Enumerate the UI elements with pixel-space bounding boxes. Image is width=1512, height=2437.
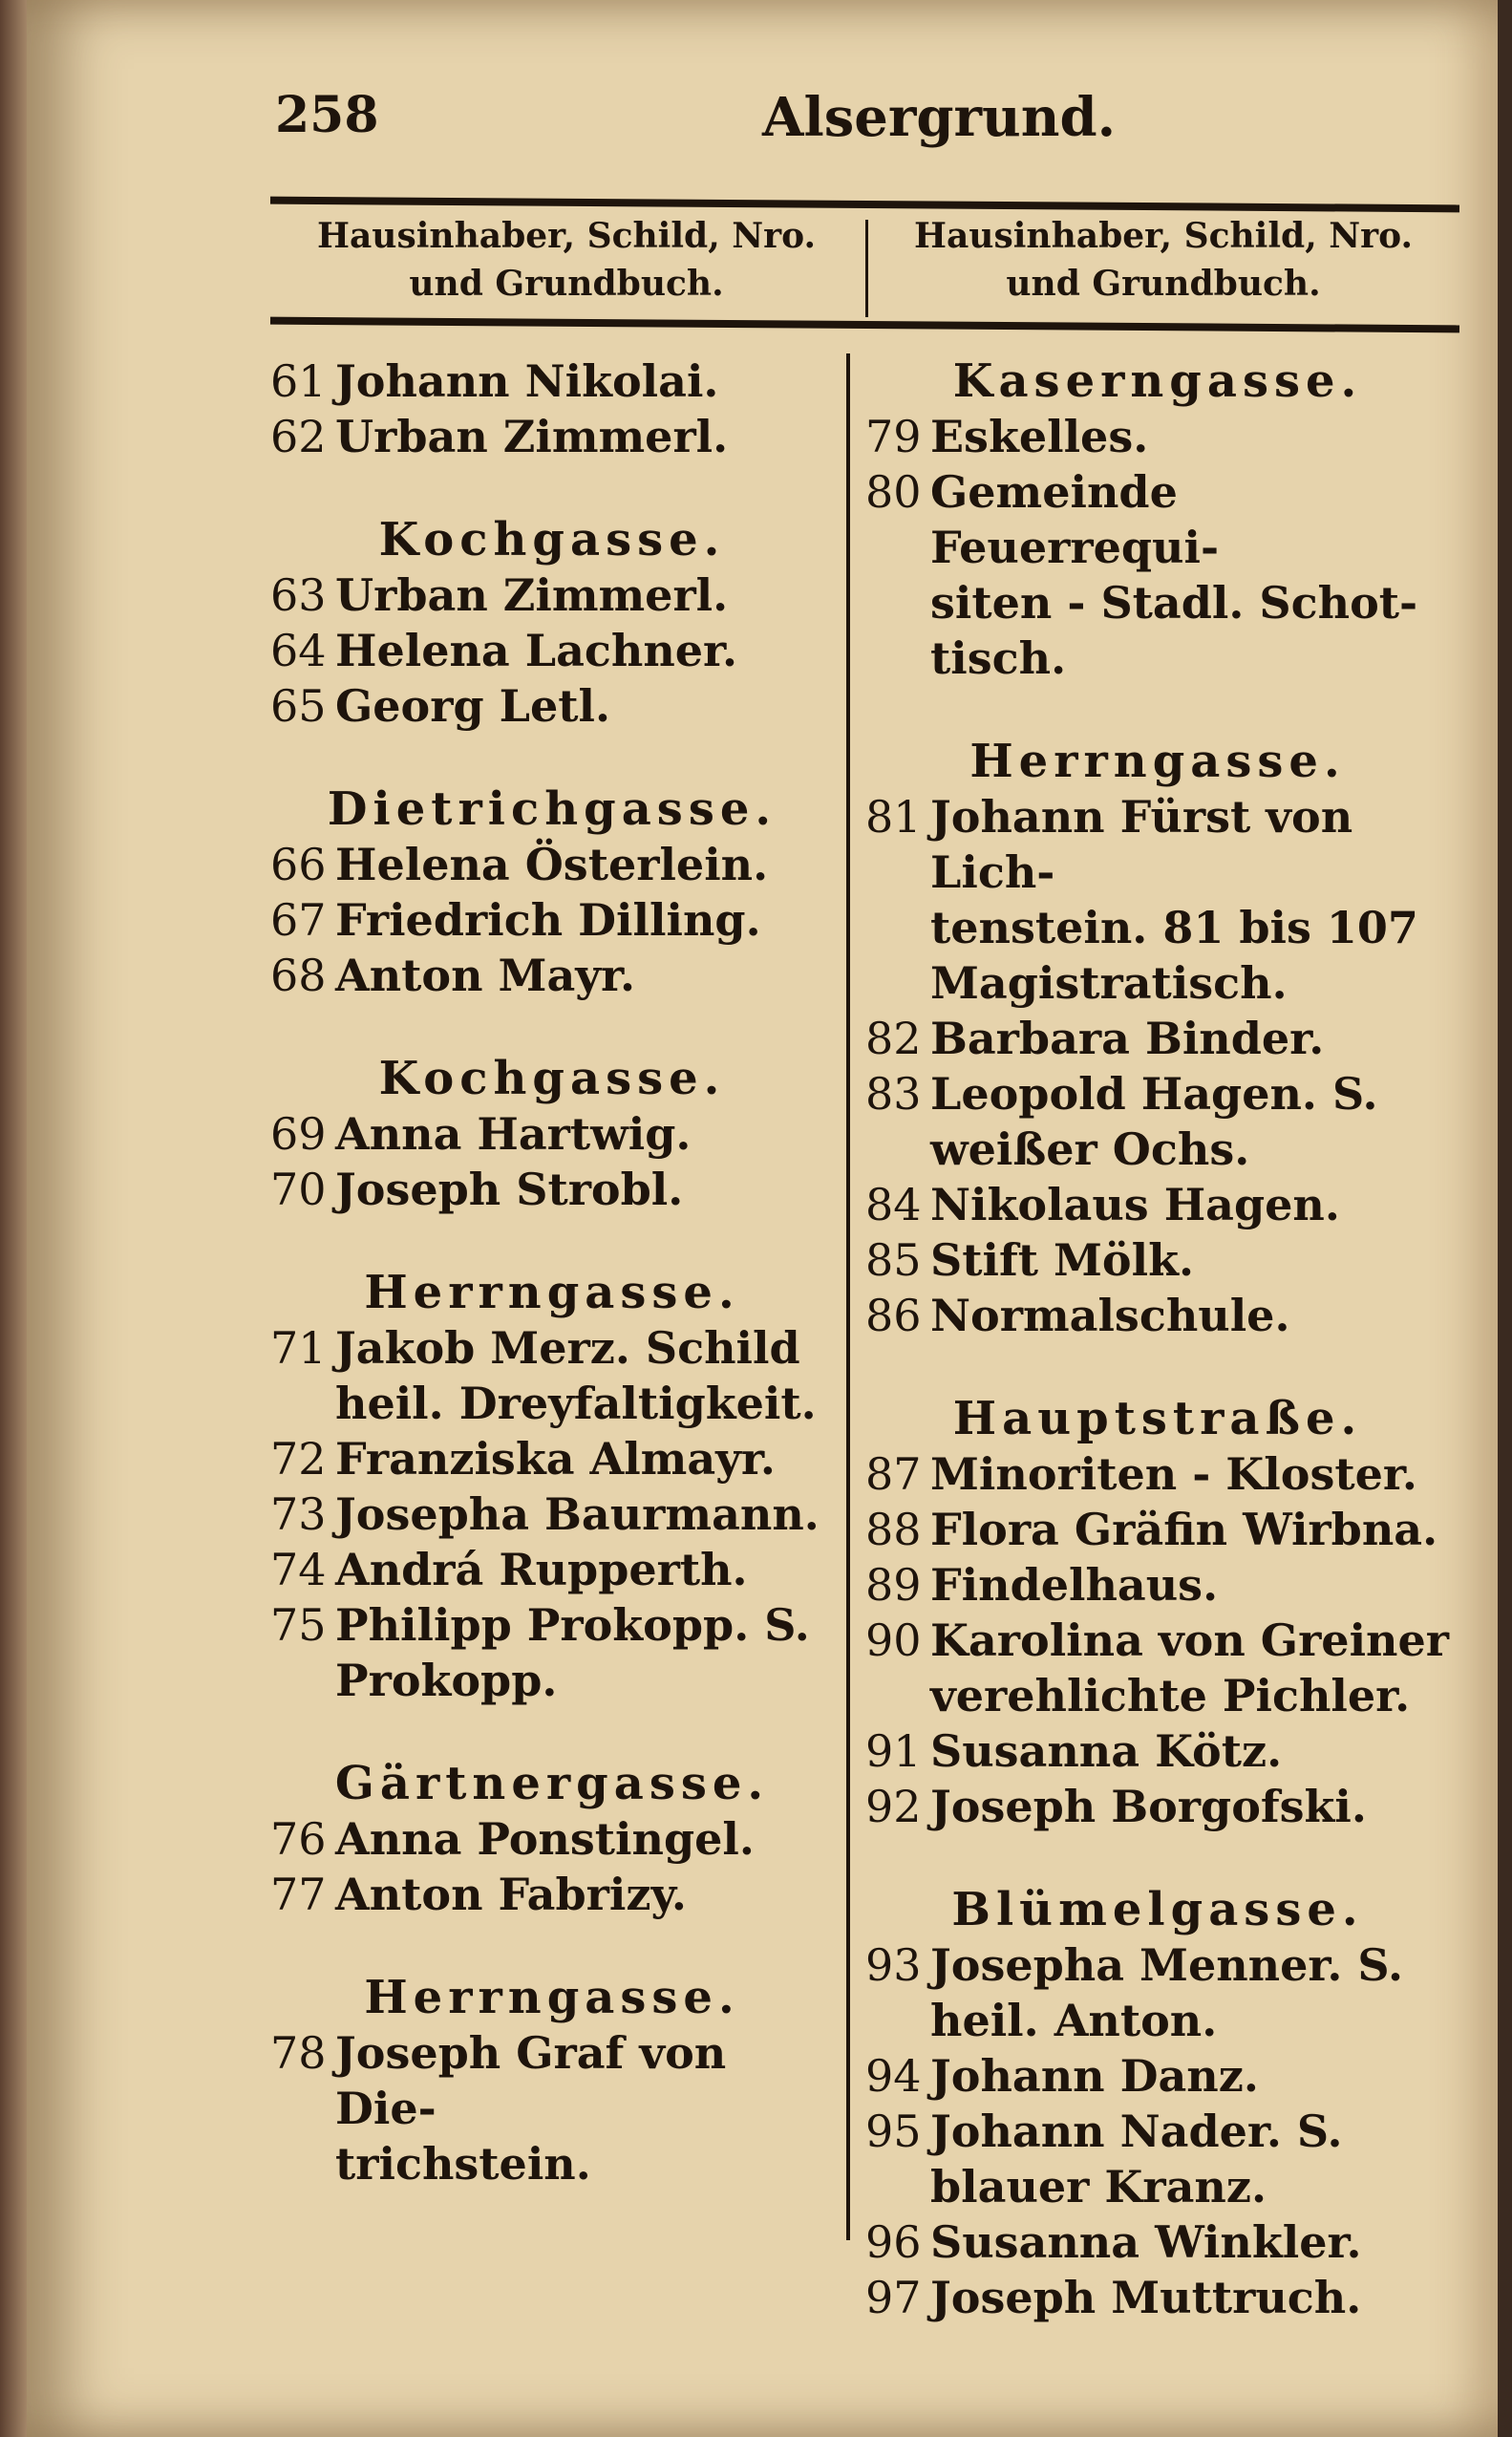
- entry-line: Friedrich Dilling.: [335, 894, 761, 946]
- house-owner-text: [930, 2270, 1450, 2325]
- page-header: [27, 86, 1498, 162]
- house-owner-text: [930, 1937, 1450, 2048]
- house-number: 95: [865, 2106, 922, 2157]
- house-number: 83: [865, 1068, 922, 1120]
- house-number: 72: [270, 1433, 327, 1485]
- house-entry: [865, 2270, 1450, 2325]
- house-entry: [865, 1723, 1450, 1779]
- house-entry: [865, 1066, 1450, 1177]
- entry-line: Philipp Prokopp. S.: [335, 1599, 810, 1651]
- entry-line: tisch.: [930, 632, 1067, 684]
- entry-line: Johann Nikolai.: [335, 355, 719, 407]
- header-rule-top: [270, 197, 1459, 213]
- house-number: 79: [865, 411, 922, 462]
- left-column: [270, 353, 834, 2191]
- house-number: 73: [270, 1488, 327, 1540]
- house-owner-text: [930, 2048, 1450, 2104]
- house-owner-text: [930, 1723, 1450, 1779]
- house-entry: [270, 567, 834, 623]
- entry-line: Findelhaus.: [930, 1559, 1219, 1611]
- house-entry: [270, 1597, 834, 1708]
- house-owner-text: [930, 1557, 1450, 1613]
- entry-line: Karolina von Greiner: [930, 1614, 1449, 1666]
- entry-line: tenstein. 81 bis 107: [930, 902, 1418, 953]
- entry-line: Helena Lachner.: [335, 625, 738, 676]
- entry-line: Johann Danz.: [930, 2050, 1259, 2102]
- house-entry: [270, 948, 834, 1003]
- entry-line: Joseph Graf von Die-: [335, 2027, 727, 2134]
- house-owner-text: [335, 1486, 834, 1542]
- entry-line: Normalschule.: [930, 1290, 1290, 1341]
- entry-line: Eskelles.: [930, 411, 1149, 462]
- column-header-left: [285, 212, 848, 317]
- section-gap: [270, 464, 834, 512]
- running-title: Alsergrund.: [762, 86, 1117, 149]
- street-heading: Blümelgasse.: [951, 1883, 1364, 1936]
- house-number: 78: [270, 2027, 327, 2079]
- entry-line: Prokopp.: [335, 1655, 558, 1706]
- house-entry: [270, 1431, 834, 1486]
- house-entry: [865, 1011, 1450, 1066]
- house-number: 70: [270, 1164, 327, 1215]
- book-page: [27, 0, 1498, 2437]
- section-gap: [865, 686, 1450, 734]
- house-number: 87: [865, 1448, 922, 1500]
- house-owner-text: [930, 2214, 1450, 2270]
- house-number: 81: [865, 791, 922, 843]
- house-entry: [865, 1557, 1450, 1613]
- entry-line: Susanna Kötz.: [930, 1725, 1283, 1777]
- entry-line: Magistratisch.: [930, 957, 1288, 1009]
- house-entry: [865, 1446, 1450, 1502]
- street-heading: Herrngasse.: [364, 1266, 740, 1319]
- entry-line: Minoriten - Kloster.: [930, 1448, 1417, 1500]
- house-owner-text: [335, 1542, 834, 1597]
- street-heading: Hauptstraße.: [952, 1392, 1363, 1445]
- house-entry: [270, 1162, 834, 1217]
- section-gap: [270, 1922, 834, 1970]
- entry-line: Susanna Winkler.: [930, 2216, 1362, 2268]
- house-owner-text: [930, 2104, 1450, 2214]
- house-owner-text: [335, 1597, 834, 1708]
- entry-line: Joseph Muttruch.: [930, 2272, 1362, 2323]
- entry-line: Josepha Baurmann.: [335, 1488, 820, 1540]
- column-divider: [846, 353, 850, 2240]
- house-owner-text: [930, 1779, 1450, 1834]
- entry-line: Anton Fabrizy.: [335, 1869, 687, 1920]
- entry-line: heil. Anton.: [930, 1995, 1218, 2046]
- house-owner-text: [930, 1446, 1450, 1502]
- column-header-left-line2: und Grundbuch.: [409, 264, 724, 304]
- house-owner-text: [930, 464, 1450, 686]
- section-gap: [865, 1343, 1450, 1391]
- entry-line: Anna Ponstingel.: [335, 1813, 755, 1865]
- house-owner-text: [335, 1162, 834, 1217]
- entry-line: trichstein.: [335, 2138, 591, 2190]
- house-number: 92: [865, 1781, 922, 1832]
- house-number: 89: [865, 1559, 922, 1611]
- house-number: 97: [865, 2272, 922, 2323]
- section-gap: [270, 1708, 834, 1756]
- house-owner-text: [930, 789, 1450, 1011]
- house-number: 91: [865, 1725, 922, 1777]
- section-gap: [270, 1217, 834, 1265]
- house-entry: [865, 1937, 1450, 2048]
- house-owner-text: [930, 1177, 1450, 1232]
- house-number: 76: [270, 1813, 327, 1865]
- house-owner-text: [335, 1320, 834, 1431]
- entry-line: Anton Mayr.: [335, 950, 636, 1001]
- right-column: [865, 353, 1450, 2325]
- entry-line: heil. Dreyfaltigkeit.: [335, 1378, 817, 1429]
- house-number: 61: [270, 355, 327, 407]
- house-number: 86: [865, 1290, 922, 1341]
- house-number: 67: [270, 894, 327, 946]
- house-entry: [865, 1502, 1450, 1557]
- entry-line: Stift Mölk.: [930, 1234, 1194, 1286]
- house-number: 88: [865, 1504, 922, 1555]
- house-entry: [270, 409, 834, 464]
- house-number: 74: [270, 1544, 327, 1595]
- house-entry: [865, 409, 1450, 464]
- house-number: 84: [865, 1179, 922, 1230]
- entry-line: Flora Gräfin Wirbna.: [930, 1504, 1438, 1555]
- entry-line: Jakob Merz. Schild: [335, 1322, 800, 1374]
- entry-line: weißer Ochs.: [930, 1123, 1250, 1175]
- house-entry: [270, 892, 834, 948]
- house-number: 77: [270, 1869, 327, 1920]
- house-entry: [865, 1613, 1450, 1723]
- entry-line: Leopold Hagen. S.: [930, 1068, 1378, 1120]
- house-owner-text: [335, 353, 834, 409]
- house-owner-text: [930, 1232, 1450, 1288]
- house-entry: [270, 1542, 834, 1597]
- entry-line: Gemeinde Feuerrequi-: [930, 466, 1220, 573]
- street-heading: Dietrichgasse.: [327, 782, 777, 836]
- house-entry: [270, 1486, 834, 1542]
- house-owner-text: [930, 1288, 1450, 1343]
- house-number: 66: [270, 839, 327, 890]
- house-entry: [865, 789, 1450, 1011]
- street-heading: Herrngasse.: [364, 1971, 740, 2024]
- house-owner-text: [930, 1066, 1450, 1177]
- entry-line: Urban Zimmerl.: [335, 569, 729, 621]
- entry-line: verehlichte Pichler.: [930, 1670, 1411, 1721]
- entry-line: Nikolaus Hagen.: [930, 1179, 1340, 1230]
- house-entry: [865, 2048, 1450, 2104]
- house-owner-text: [930, 1613, 1450, 1723]
- house-entry: [270, 2025, 834, 2191]
- house-owner-text: [335, 892, 834, 948]
- house-number: 80: [865, 466, 922, 518]
- house-owner-text: [930, 409, 1450, 464]
- entry-line: Johann Fürst von Lich-: [930, 791, 1353, 898]
- house-entry: [865, 2214, 1450, 2270]
- house-entry: [270, 1867, 834, 1922]
- house-entry: [865, 1779, 1450, 1834]
- house-number: 94: [865, 2050, 922, 2102]
- house-entry: [270, 678, 834, 734]
- house-owner-text: [335, 1811, 834, 1867]
- column-header-right: [867, 212, 1459, 317]
- entry-line: siten - Stadl. Schot-: [930, 577, 1418, 629]
- house-number: 65: [270, 680, 327, 732]
- street-heading: Kaserngasse.: [952, 354, 1363, 408]
- house-entry: [270, 623, 834, 678]
- house-number: 93: [865, 1939, 922, 1991]
- entry-line: Georg Letl.: [335, 680, 610, 732]
- house-owner-text: [930, 1011, 1450, 1066]
- house-owner-text: [335, 1867, 834, 1922]
- house-owner-text: [335, 1106, 834, 1162]
- entry-line: Anna Hartwig.: [335, 1108, 692, 1160]
- street-heading: Herrngasse.: [969, 735, 1346, 788]
- entry-line: Joseph Borgofski.: [930, 1781, 1367, 1832]
- house-number: 85: [865, 1234, 922, 1286]
- column-header-right-line2: und Grundbuch.: [1006, 264, 1321, 304]
- house-number: 90: [865, 1614, 922, 1666]
- house-number: 68: [270, 950, 327, 1001]
- section-gap: [865, 1834, 1450, 1882]
- entry-line: Josepha Menner. S.: [930, 1939, 1404, 1991]
- house-number: 82: [865, 1013, 922, 1064]
- house-entry: [270, 1811, 834, 1867]
- section-gap: [270, 1003, 834, 1051]
- house-owner-text: [335, 567, 834, 623]
- house-entry: [270, 837, 834, 892]
- entry-line: Helena Österlein.: [335, 839, 769, 890]
- street-heading: Gärtnergasse.: [334, 1757, 770, 1810]
- house-owner-text: [335, 837, 834, 892]
- entry-line: blauer Kranz.: [930, 2161, 1267, 2213]
- house-number: 64: [270, 625, 327, 676]
- house-entry: [865, 1232, 1450, 1288]
- section-gap: [270, 734, 834, 781]
- house-owner-text: [335, 678, 834, 734]
- house-owner-text: [335, 409, 834, 464]
- street-heading: Kochgasse.: [378, 513, 726, 566]
- page-number: 258: [275, 86, 379, 144]
- entry-line: Johann Nader. S.: [930, 2106, 1343, 2157]
- column-header-left-line1: Hausinhaber, Schild, Nro.: [316, 216, 817, 256]
- house-owner-text: [335, 2025, 834, 2191]
- house-entry: [865, 2104, 1450, 2214]
- house-number: 71: [270, 1322, 327, 1374]
- house-owner-text: [335, 623, 834, 678]
- house-number: 96: [865, 2216, 922, 2268]
- entry-line: Joseph Strobl.: [335, 1164, 684, 1215]
- house-owner-text: [335, 948, 834, 1003]
- house-number: 75: [270, 1599, 327, 1651]
- house-entry: [865, 1177, 1450, 1232]
- house-entry: [865, 464, 1450, 686]
- house-entry: [865, 1288, 1450, 1343]
- entry-line: Franziska Almayr.: [335, 1433, 776, 1485]
- house-number: 62: [270, 411, 327, 462]
- house-number: 63: [270, 569, 327, 621]
- house-entry: [270, 1106, 834, 1162]
- entry-line: Andrá Rupperth.: [335, 1544, 748, 1595]
- entry-line: Urban Zimmerl.: [335, 411, 729, 462]
- house-entry: [270, 1320, 834, 1431]
- house-number: 69: [270, 1108, 327, 1160]
- column-header-right-line1: Hausinhaber, Schild, Nro.: [913, 216, 1414, 256]
- house-owner-text: [335, 1431, 834, 1486]
- street-heading: Kochgasse.: [378, 1052, 726, 1105]
- header-rule-bottom: [270, 317, 1459, 333]
- house-owner-text: [930, 1502, 1450, 1557]
- house-entry: [270, 353, 834, 409]
- entry-line: Barbara Binder.: [930, 1013, 1325, 1064]
